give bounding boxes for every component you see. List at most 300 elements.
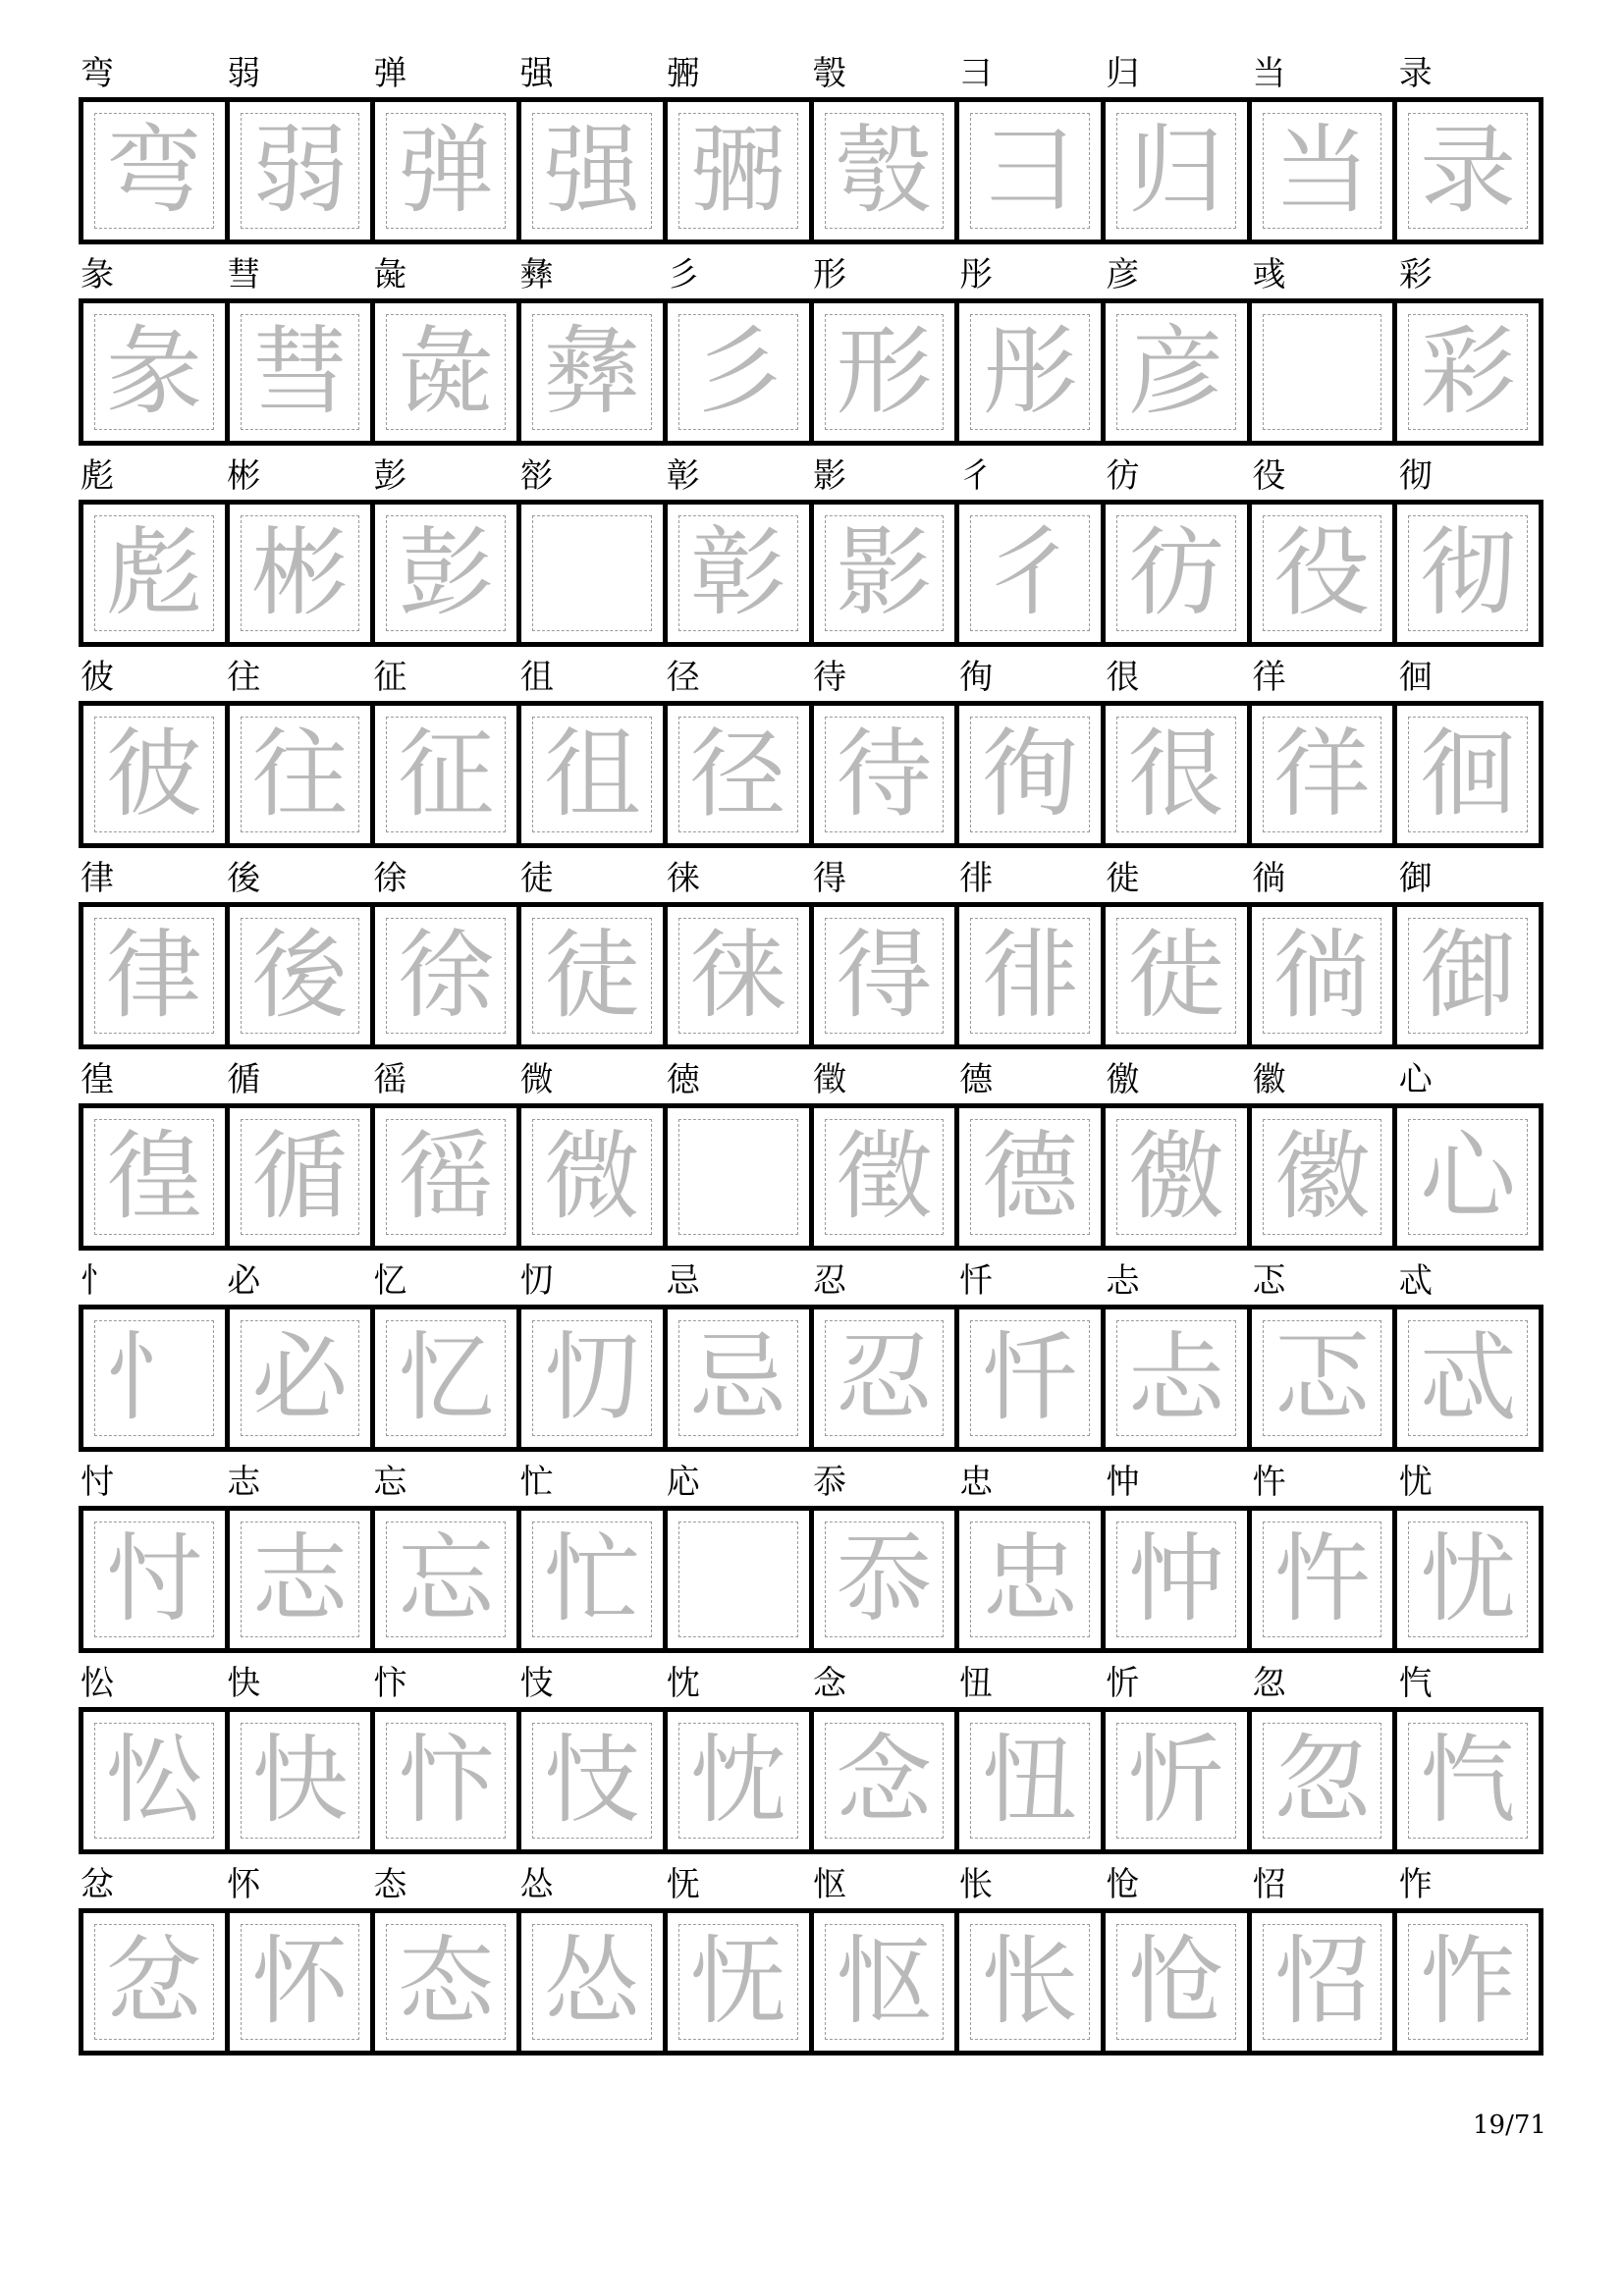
tracing-glyph: 彦 (1127, 316, 1224, 428)
character-label: 彤 (959, 255, 994, 294)
tracing-glyph: 徽 (1273, 1121, 1371, 1233)
row-labels (79, 1258, 1543, 1305)
character-label: 彧 (1252, 255, 1286, 294)
tracing-glyph: 怂 (543, 1926, 640, 2038)
character-label: 彰 (666, 456, 700, 496)
tracing-glyph: 必 (251, 1322, 349, 1434)
tracing-glyph: 後 (251, 920, 349, 1032)
character-label: 忽 (1252, 1664, 1286, 1703)
tracing-glyph: 忙 (543, 1523, 640, 1635)
practice-cell[interactable] (668, 505, 814, 642)
row-labels (79, 1862, 1543, 1908)
tracing-glyph: 彡 (689, 316, 786, 428)
tracing-glyph: 徵 (836, 1121, 933, 1233)
character-label: 当 (1252, 54, 1286, 93)
character-label: 忠 (959, 1463, 994, 1502)
character-label: 徨 (81, 1060, 114, 1099)
character-label: 彼 (81, 658, 114, 697)
character-label: 徂 (519, 658, 554, 697)
practice-cell[interactable] (521, 907, 668, 1044)
practice-cell[interactable] (1397, 907, 1539, 1044)
practice-cell[interactable] (1397, 102, 1539, 240)
character-label: 快 (227, 1664, 261, 1703)
tracing-glyph: 忽 (1273, 1725, 1371, 1837)
row-labels (79, 1057, 1543, 1103)
character-label: 志 (227, 1463, 261, 1502)
practice-cell[interactable] (1106, 706, 1252, 843)
character-label: 循 (227, 1060, 261, 1099)
practice-cell[interactable] (1252, 303, 1398, 441)
character-label: 怄 (812, 1865, 846, 1904)
practice-cell[interactable] (814, 505, 960, 642)
tracing-glyph: 忆 (398, 1322, 495, 1434)
tracing-glyph: 徉 (1273, 719, 1371, 830)
character-label: 弻 (666, 54, 700, 93)
practice-cell[interactable] (375, 303, 521, 441)
character-label: 律 (81, 859, 114, 898)
character-label: 彗 (227, 255, 261, 294)
practice-cell[interactable] (1252, 1712, 1398, 1849)
character-label: 彻 (1398, 456, 1433, 496)
tracing-glyph: 忤 (1273, 1523, 1371, 1635)
tracing-glyph: 徐 (398, 920, 495, 1032)
practice-row (79, 252, 1543, 454)
practice-cell[interactable] (959, 907, 1106, 1044)
character-label: 怊 (1252, 1865, 1286, 1904)
tracing-glyph: 待 (836, 719, 933, 830)
character-label: 彝 (519, 255, 554, 294)
row-labels (79, 51, 1543, 97)
tracing-glyph: 徕 (689, 920, 786, 1032)
tracing-glyph: 怍 (1420, 1926, 1517, 2038)
row-grid (79, 500, 1543, 647)
practice-cell[interactable] (1106, 505, 1252, 642)
practice-cell[interactable] (668, 706, 814, 843)
practice-cell[interactable] (375, 1913, 521, 2051)
practice-cell[interactable] (1106, 1712, 1252, 1849)
row-grid (79, 701, 1543, 848)
tracing-glyph: 很 (1127, 719, 1224, 830)
character-label: 彳 (959, 456, 994, 496)
tracing-glyph: 徘 (982, 920, 1079, 1032)
character-label: 忭 (373, 1664, 407, 1703)
practice-cell[interactable] (521, 1511, 668, 1648)
practice-cell[interactable] (1397, 706, 1539, 843)
character-label: 征 (373, 658, 407, 697)
tracing-glyph: 怀 (251, 1926, 349, 2038)
practice-cell[interactable] (814, 1712, 960, 1849)
practice-cell[interactable] (668, 1511, 814, 1648)
tracing-glyph: 御 (1420, 920, 1517, 1032)
character-label: 徜 (1252, 859, 1286, 898)
practice-cell[interactable] (521, 303, 668, 441)
row-grid (79, 1908, 1543, 2056)
character-label: 忸 (959, 1664, 994, 1703)
practice-cell[interactable] (83, 303, 230, 441)
character-label: 彡 (666, 255, 700, 294)
tracing-glyph: 忉 (543, 1322, 640, 1434)
tracing-glyph: 循 (251, 1121, 349, 1233)
tracing-glyph: 徼 (1127, 1121, 1224, 1233)
character-label: 彮 (519, 456, 554, 496)
character-label: 忾 (1398, 1664, 1433, 1703)
tracing-glyph: 役 (1273, 517, 1371, 629)
practice-cell[interactable] (230, 1108, 376, 1246)
tracing-glyph: 忑 (1273, 1322, 1371, 1434)
character-label: 微 (519, 1060, 554, 1099)
tracing-glyph: 往 (251, 719, 349, 830)
character-label: 忻 (1106, 1664, 1140, 1703)
tracing-glyph: 彬 (251, 517, 349, 629)
character-label: 忖 (81, 1463, 114, 1502)
practice-cell[interactable] (1106, 1913, 1252, 2051)
tracing-glyph: 忱 (689, 1725, 786, 1837)
row-grid (79, 1103, 1543, 1251)
tracing-glyph: 怄 (836, 1926, 933, 2038)
character-label: 彷 (1106, 456, 1140, 496)
tracing-glyph: 怆 (1127, 1926, 1224, 2038)
practice-cell[interactable] (83, 907, 230, 1044)
practice-cell[interactable] (375, 1108, 521, 1246)
practice-cell[interactable] (1397, 505, 1539, 642)
practice-cell[interactable] (1252, 1108, 1398, 1246)
practice-cell[interactable] (1252, 706, 1398, 843)
practice-cell[interactable] (230, 102, 376, 240)
tracing-glyph: 忭 (398, 1725, 495, 1837)
tracing-glyph: 德 (982, 1121, 1079, 1233)
practice-cell[interactable] (814, 1108, 960, 1246)
practice-cell[interactable] (959, 1108, 1106, 1246)
guide-box (532, 515, 652, 631)
character-label: 彦 (1106, 255, 1140, 294)
character-label: 念 (812, 1664, 846, 1703)
tracing-glyph: 彳 (982, 517, 1079, 629)
practice-cell[interactable] (814, 1913, 960, 2051)
character-label: 弯 (81, 54, 114, 93)
character-label: 役 (1252, 456, 1286, 496)
character-label: 彘 (373, 255, 407, 294)
character-label: 弱 (227, 54, 261, 93)
practice-cell[interactable] (230, 1511, 376, 1648)
row-grid (79, 1305, 1543, 1452)
practice-cell[interactable] (1397, 1913, 1539, 2051)
character-label: 形 (812, 255, 846, 294)
tracing-glyph: 忸 (982, 1725, 1079, 1837)
practice-cell[interactable] (375, 1712, 521, 1849)
practice-cell[interactable] (230, 505, 376, 642)
character-label: 徵 (812, 1060, 846, 1099)
practice-cell[interactable] (959, 505, 1106, 642)
practice-cell[interactable] (1252, 1309, 1398, 1447)
practice-cell[interactable] (1106, 1511, 1252, 1648)
tracing-glyph: 彖 (105, 316, 202, 428)
practice-cell[interactable] (230, 706, 376, 843)
practice-row (79, 856, 1543, 1057)
tracing-glyph: 徨 (105, 1121, 202, 1233)
tracing-glyph: 征 (398, 719, 495, 830)
character-label: 彬 (227, 456, 261, 496)
character-label: 徇 (959, 658, 994, 697)
tracing-glyph: 忌 (689, 1322, 786, 1434)
practice-cell[interactable] (230, 907, 376, 1044)
tracing-glyph: 弱 (251, 115, 349, 227)
character-label: 彪 (81, 456, 114, 496)
character-label: 徒 (519, 859, 554, 898)
practice-row (79, 454, 1543, 655)
practice-cell[interactable] (668, 907, 814, 1044)
practice-cell[interactable] (521, 505, 668, 642)
practice-cell[interactable] (668, 1913, 814, 2051)
guide-box (678, 1522, 798, 1637)
practice-cell[interactable] (668, 1108, 814, 1246)
character-label: 忏 (959, 1261, 994, 1301)
row-grid (79, 1506, 1543, 1653)
practice-cell[interactable] (230, 1712, 376, 1849)
practice-cell[interactable] (1397, 1511, 1539, 1648)
row-labels (79, 454, 1543, 500)
practice-cell[interactable] (1252, 1511, 1398, 1648)
practice-cell[interactable] (83, 1511, 230, 1648)
practice-cell[interactable] (521, 102, 668, 240)
character-label: 弹 (373, 54, 407, 93)
practice-cell[interactable] (959, 706, 1106, 843)
practice-row (79, 1258, 1543, 1460)
character-label: 徳 (666, 1060, 700, 1099)
row-grid (79, 298, 1543, 446)
character-label: 忿 (81, 1865, 114, 1904)
practice-cell[interactable] (83, 102, 230, 240)
tracing-glyph: 彻 (1420, 517, 1517, 629)
tracing-glyph: 弯 (105, 115, 202, 227)
practice-cell[interactable] (375, 102, 521, 240)
tracing-glyph: 忘 (398, 1523, 495, 1635)
character-label: 忍 (812, 1261, 846, 1301)
practice-cell[interactable] (668, 303, 814, 441)
character-label: 态 (373, 1865, 407, 1904)
practice-cell[interactable] (959, 303, 1106, 441)
character-label: 必 (227, 1261, 261, 1301)
row-labels (79, 655, 1543, 701)
character-label: 忒 (1398, 1261, 1433, 1301)
practice-cell[interactable] (1106, 303, 1252, 441)
practice-cell[interactable] (521, 1108, 668, 1246)
tracing-glyph: 志 (251, 1523, 349, 1635)
character-label: 忉 (519, 1261, 554, 1301)
tracing-glyph: 彪 (105, 517, 202, 629)
practice-cell[interactable] (1106, 907, 1252, 1044)
tracing-glyph: 微 (543, 1121, 640, 1233)
tracing-glyph: 弻 (689, 115, 786, 227)
tracing-glyph: 彷 (1127, 517, 1224, 629)
character-label: 影 (812, 456, 846, 496)
practice-cell[interactable] (1252, 1913, 1398, 2051)
practice-cell[interactable] (83, 1108, 230, 1246)
tracing-glyph: 彤 (982, 316, 1079, 428)
tracing-glyph: 录 (1420, 115, 1517, 227)
character-label: 怍 (1398, 1865, 1433, 1904)
character-label: 御 (1398, 859, 1433, 898)
character-label: 応 (666, 1463, 700, 1502)
practice-cell[interactable] (83, 505, 230, 642)
practice-cell[interactable] (1397, 1712, 1539, 1849)
row-labels (79, 1661, 1543, 1707)
practice-cell[interactable] (668, 102, 814, 240)
tracing-glyph: 忮 (543, 1725, 640, 1837)
practice-cell[interactable] (230, 1309, 376, 1447)
practice-cell[interactable] (1106, 1108, 1252, 1246)
practice-cell[interactable] (814, 102, 960, 240)
practice-cell[interactable] (668, 1309, 814, 1447)
practice-cell[interactable] (814, 1511, 960, 1648)
character-label: 彖 (81, 255, 114, 294)
row-labels (79, 252, 1543, 298)
practice-cell[interactable] (521, 1913, 668, 2051)
practice-cell[interactable] (375, 706, 521, 843)
practice-cell[interactable] (375, 1309, 521, 1447)
character-label: 忮 (519, 1664, 554, 1703)
character-label: 往 (227, 658, 261, 697)
practice-row (79, 655, 1543, 856)
tracing-glyph: 徜 (1273, 920, 1371, 1032)
page-number: 19/71 (1473, 2110, 1546, 2140)
tracing-glyph: 忖 (105, 1523, 202, 1635)
practice-cell[interactable] (521, 706, 668, 843)
practice-cell[interactable] (1252, 907, 1398, 1044)
tracing-glyph: 徂 (543, 719, 640, 830)
practice-cell[interactable] (814, 303, 960, 441)
character-label: 彭 (373, 456, 407, 496)
practice-cell[interactable] (521, 1712, 668, 1849)
tracing-glyph: 彘 (398, 316, 495, 428)
tracing-glyph: 忻 (1127, 1725, 1224, 1837)
character-label: 徙 (1106, 859, 1140, 898)
character-label: 录 (1398, 54, 1433, 93)
guide-box (1263, 314, 1382, 430)
character-label: 後 (227, 859, 261, 898)
practice-cell[interactable] (1106, 1309, 1252, 1447)
tracing-glyph: 忄 (105, 1322, 202, 1434)
practice-cell[interactable] (1252, 505, 1398, 642)
character-label: 忤 (1252, 1463, 1286, 1502)
tracing-glyph: 忐 (1127, 1322, 1224, 1434)
practice-cell[interactable] (959, 1712, 1106, 1849)
practice-cell[interactable] (230, 303, 376, 441)
practice-row (79, 1460, 1543, 1661)
practice-cell[interactable] (959, 1511, 1106, 1648)
practice-cell[interactable] (1106, 102, 1252, 240)
practice-cell[interactable] (230, 1913, 376, 2051)
character-label: 很 (1106, 658, 1140, 697)
practice-sheet (79, 51, 1543, 2063)
tracing-glyph: 忧 (1420, 1523, 1517, 1635)
tracing-glyph: 怃 (689, 1926, 786, 2038)
tracing-glyph: 忿 (105, 1926, 202, 2038)
character-label: 忪 (81, 1664, 114, 1703)
character-label: 强 (519, 54, 554, 93)
practice-cell[interactable] (814, 1309, 960, 1447)
character-label: 待 (812, 658, 846, 697)
tracing-glyph: 态 (398, 1926, 495, 2038)
tracing-glyph: 徒 (543, 920, 640, 1032)
tracing-glyph: 心 (1420, 1121, 1517, 1233)
practice-cell[interactable] (959, 102, 1106, 240)
row-grid (79, 1707, 1543, 1854)
tracing-glyph: 形 (836, 316, 933, 428)
character-label: 忙 (519, 1463, 554, 1502)
practice-cell[interactable] (83, 1712, 230, 1849)
character-label: 彀 (812, 54, 846, 93)
tracing-glyph: 彐 (982, 115, 1079, 227)
practice-cell[interactable] (375, 907, 521, 1044)
tracing-glyph: 影 (836, 517, 933, 629)
character-label: 怂 (519, 1865, 554, 1904)
character-label: 徐 (373, 859, 407, 898)
practice-cell[interactable] (959, 1309, 1106, 1447)
practice-cell[interactable] (83, 1309, 230, 1447)
tracing-glyph: 徊 (1420, 719, 1517, 830)
practice-cell[interactable] (959, 1913, 1106, 2051)
tracing-glyph: 徭 (398, 1121, 495, 1233)
character-label: 忝 (812, 1463, 846, 1502)
tracing-glyph: 强 (543, 115, 640, 227)
practice-cell[interactable] (521, 1309, 668, 1447)
character-label: 德 (959, 1060, 994, 1099)
character-label: 怃 (666, 1865, 700, 1904)
character-label: 心 (1398, 1060, 1433, 1099)
practice-cell[interactable] (1397, 1309, 1539, 1447)
practice-cell[interactable] (814, 907, 960, 1044)
practice-cell[interactable] (1252, 102, 1398, 240)
practice-cell[interactable] (83, 706, 230, 843)
character-label: 徘 (959, 859, 994, 898)
tracing-glyph: 弹 (398, 115, 495, 227)
character-label: 忑 (1252, 1261, 1286, 1301)
row-grid (79, 97, 1543, 244)
tracing-glyph: 怊 (1273, 1926, 1371, 2038)
tracing-glyph: 忏 (982, 1322, 1079, 1434)
tracing-glyph: 当 (1273, 115, 1371, 227)
tracing-glyph: 徇 (982, 719, 1079, 830)
character-label: 徼 (1106, 1060, 1140, 1099)
row-labels (79, 856, 1543, 902)
tracing-glyph: 忠 (982, 1523, 1079, 1635)
character-label: 径 (666, 658, 700, 697)
character-label: 徕 (666, 859, 700, 898)
tracing-glyph: 彰 (689, 517, 786, 629)
character-label: 忡 (1106, 1463, 1140, 1502)
tracing-glyph: 彩 (1420, 316, 1517, 428)
tracing-glyph: 彀 (836, 115, 933, 227)
practice-cell[interactable] (1397, 1108, 1539, 1246)
practice-cell[interactable] (1397, 303, 1539, 441)
character-label: 忱 (666, 1664, 700, 1703)
practice-cell[interactable] (814, 706, 960, 843)
practice-row (79, 1661, 1543, 1862)
practice-cell[interactable] (668, 1712, 814, 1849)
tracing-glyph: 忒 (1420, 1322, 1517, 1434)
practice-row (79, 1057, 1543, 1258)
character-label: 怀 (227, 1865, 261, 1904)
character-label: 彐 (959, 54, 994, 93)
character-label: 徭 (373, 1060, 407, 1099)
tracing-glyph: 念 (836, 1725, 933, 1837)
practice-cell[interactable] (375, 505, 521, 642)
character-label: 忧 (1398, 1463, 1433, 1502)
practice-cell[interactable] (83, 1913, 230, 2051)
character-label: 徉 (1252, 658, 1286, 697)
practice-cell[interactable] (375, 1511, 521, 1648)
tracing-glyph: 彼 (105, 719, 202, 830)
